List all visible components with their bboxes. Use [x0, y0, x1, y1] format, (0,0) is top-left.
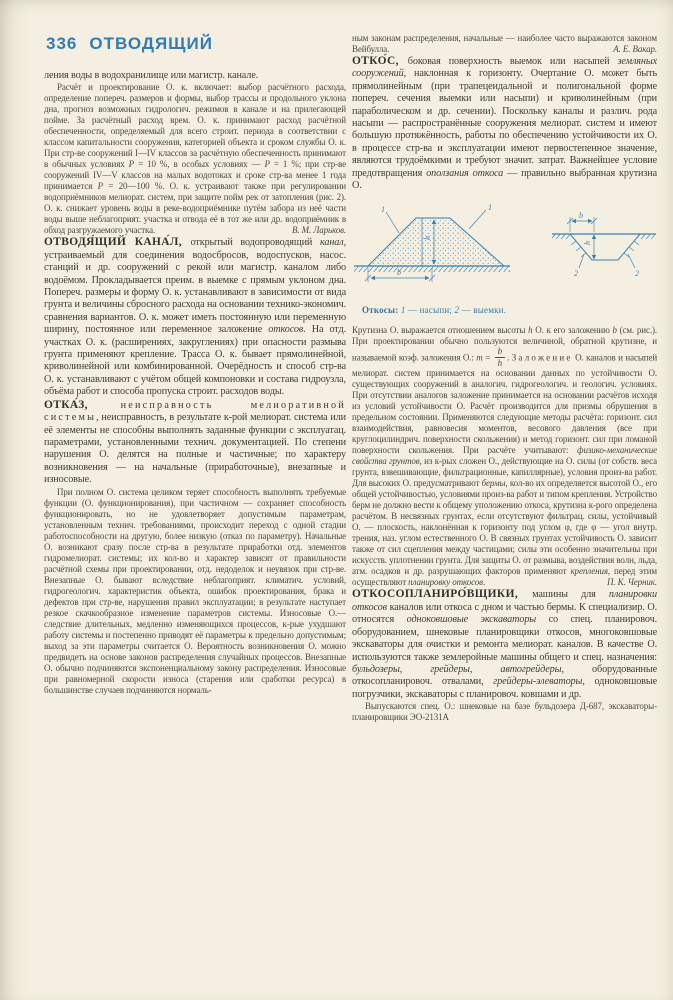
cut-label-2-right: 2: [635, 269, 639, 279]
cut-depth-label: h: [583, 241, 592, 246]
left-column: [44, 70, 346, 932]
page-number: 336: [46, 34, 78, 53]
entry-otvodyashchiy-kanal: ОТВОДЯ́ЩИЙ КАНА́Л, открытый водопроводящий канал, устраиваемый для соединения водосбросов, водоспусков, насос. станций и др. сооружений с рекой или магистр. каналом либо водоёмом. Прокладывается преим. в выемке с прямым уклоном дна. Попереч. размеры и форму О. к. устанавливают в зависимости от вида грунта и величины сбросного расхода на основании технико-экономич. сравнения вариантов. О. к. может иметь постоянную или переменную ширину, постоянное или переменное заложение откосов. На отд. участках О. к. (расширениях, закруглениях) при опасности размыва грунта применяют крепление. Трасса О. к. бывает прямолинейной, криволинейной или комбинированной. Очерёдность и способ стр-ва О. к. устанавливают с учётом общей компоновки и состава гидроузла, объёма работ и способа пропуска строит. расходов воды.: [44, 236, 346, 398]
running-head: [46, 34, 213, 54]
paragraph: При полном О. система целиком теряет способность выполнять требуемые функции (О. функционирования), при частичном — сохраняет способность функционировать, но не удовлетворяет допустимым параметрам, установленным технич. требованиями, происходит переход с одной стадии работоспособности на другую, более низкую (отказ по параметру). Начальные О. возникают сразу после стр-ва в результате приработки отд. элементов гидромелиорат. системы; их кол-во и характер зависят от правильности расчётной схемы при проектировании, отд. недоделок и неувязок при стр-ве. Внезапные О. бывают вследствие неблагоприят. климатич. условий, гидрогеологич. характеристик объекта, ошибок проектирования, брака и дефектов при стр-ве, нарушения правил эксплуатации; в результате наступает резкое скачкообразное изменение параметров системы. Износовые О.— следствие длительных, медленно изменяющихся процессов, к-рые ухудшают работу системы и постепенно приводят её параметры к предельно допустимым; выход за эти параметры считается О. Вероятность возникновения О. можно предвидеть на основе законов распределения случайных процессов. Внезапные О. обычно подчиняются экспоненциальному закону распределения. Износовые при равномерной скорости износа (старения или сработки ресурса) в большинстве случаев подчиняются нормаль-: [44, 486, 346, 695]
paragraph: ления воды в водохранилище или магистр. канале.: [44, 70, 259, 81]
slopes-figure: [352, 202, 657, 316]
entry-otkosoplanirovshchiki: ОТКОСОПЛАНИРО́ВЩИКИ, машины для планировки откосов каналов или откоса с дном и частью бермы. К специализир. О. относятся одноковшовые экскаваторы со спец. планировоч. оборудованием, шнековые планировщики откосов, многоковшовые экскаваторы для очистки и ремонта мелиорат. каналов. В качестве О. используются также землеройные машины общего и спец. назначения: бульдозеры, грейдеры, автогрейдеры, оборудованные откосопланировоч. отвалами, грейдеры-элеваторы, одноковшовые погрузчики, экскаваторы с планировоч. ковшами и др.: [352, 588, 657, 700]
cut-label-2-left: 2: [574, 269, 578, 279]
entry-otkos: ОТКО́С, боковая поверхность выемок или насыпей земляных сооружений, наклонная к горизонту. Очертание О. может быть прямолинейным (при трапецеидальной и полигональной форме попереч. сечения выемки или насыпи) и криволинейным (при параболическом и др. сечении). Поскольку каналы и различ. рода насыпи — распространённые сооружения мелиорат. систем и имеют большую протяжённость, работы по обеспечению устойчивости их О. в процессе стр-ва и эксплуатации имеют первостепенное значение, являются трудоёмкими и требуют значит. затрат. Важнейшее условие предотвращения оползания откоса — правильно выбранная крутизна О.: [352, 55, 657, 192]
embankment-diagram: [354, 210, 510, 282]
cut-diagram: [552, 217, 656, 268]
embankment-label-1-right: 1: [488, 203, 492, 213]
paragraph: Крутизна О. выражается отношением высоты h О. к его заложению b (см. рис.). При проектировании обычно пользуются величиной, обратной крутизне, и называемой коэф. заложения О.: m = $\frac{b}{h}$ . Заложение О. каналов и насыпей мелиорат. систем принимается на основании данных по устойчивости О. существующих сооружений в аналогич. гидрогеологич. и геологич. условиях. При отсутствии аналогов заложение принимается на основании расчётов исходя из условий устойчивости О. Расчёт производится для призмы обрушения в предельном состоянии. Применяются следующие методы расчёта: горизонт. сил взаимодействия, равновесия моментов, весового давления (все при круглоцилиндрич. поверхности скольжения) и метод горизонт. сил при ломаной поверхности скольжения. При расчёте учитывают: физико-механические свойства грунтов, из к-рых сложен О., действующие на О. силы (от собств. веса грунта, взвешивающие, фильтрационные, капиллярные), условия произ-ва работ. Для высоких О. предусматривают бермы, кол-во их определяется высотой О., его общей устойчивостью, условиями произ-ва работ и типом крепления. Устройство берм не должно вести к общему уположению откоса, крутизна к-рого определена расчётом. В несвязных грунтах, если отсутствуют фильтрац. силы, устойчивый О. — плоскость, наклонённая к горизонту под углом φ, где φ — угол внутр. трения, наз. углом естественного О. В связных грунтах устойчивость О. зависит также от сил сцепления между частицами; силы эти особенно значительны при искусств. уплотнении грунта. Для защиты О. от размыва, воздействия волн, льда, атм. осадков и др. разрушающих факторов применяют крепления, перед этим осуществляют планировку откосов. П. К. Черник.: [352, 325, 657, 588]
paragraph: Расчёт и проектирование О. к. включает: выбор расчётного расхода, определение попереч. размеров и формы, выбор трассы и продольного уклона дна, прогноз возможных гидрологич. режимов в канале и на прилегающей пойме. За расчётный расход врем. О. к. принимают расход расчётной обеспеченности, определяемый для всего строит. периода в соответствии с классом капитальности сооружения, категорией объекта и сроком службы О. к. При стр-ве сооружений I—IV классов за расчётную обеспеченность принимают в обычных условиях P = 10 %, в особых условиях — P = 1 %; при стр-ве сооружений IV—V классов на малых водотоках и сроке стр-ва менее 1 года принимается P = 20—100 %. О. к. устраивают также при регулировании водоприёмников мелиорат. систем, при защите пойм рек от затопления (рис. 2). О. к. снижает уровень воды в реке-водоприёмнике путём забора из неё части воды выше неблагоприят. участка и отвода её в тот же или др. водоприёмник в обход разгружаемого участка. В. М. Ларьков.: [44, 82, 346, 236]
paragraph: Выпускаются спец. О.: шнековые на базе бульдозера Д-687, экскаваторы-планировщики ЭО-2131А: [352, 701, 657, 723]
embankment-height-label: h: [423, 236, 432, 241]
paragraph: ным законам распределения, начальные — наиболее часто выражаются законом Вейбулла. А. Е. Вакар.: [352, 33, 657, 54]
embankment-label-1-left: 1: [381, 205, 385, 215]
running-head-word: ОТВОДЯЩИЙ: [89, 34, 213, 53]
entry-otkaz: ОТКА́З, неисправность мелиоративной системы, неисправность, в результате к-рой мелиорат. система или её элементы не способны выполнять заданные функции с эксплуатац. параметрами, установленными технич. документацией. По степени нарушения О. делятся на полные и частичные; по характеру возникновения — на начальные (приработочные), внезапные и износовые.: [44, 398, 346, 486]
figure-caption: Откосы: 1 — насыпи; 2 — выемки.: [362, 305, 507, 316]
right-column: [352, 33, 657, 933]
cut-width-label: b: [579, 211, 583, 221]
embankment-base-label: b: [397, 268, 401, 278]
slopes-diagram: [352, 202, 657, 298]
